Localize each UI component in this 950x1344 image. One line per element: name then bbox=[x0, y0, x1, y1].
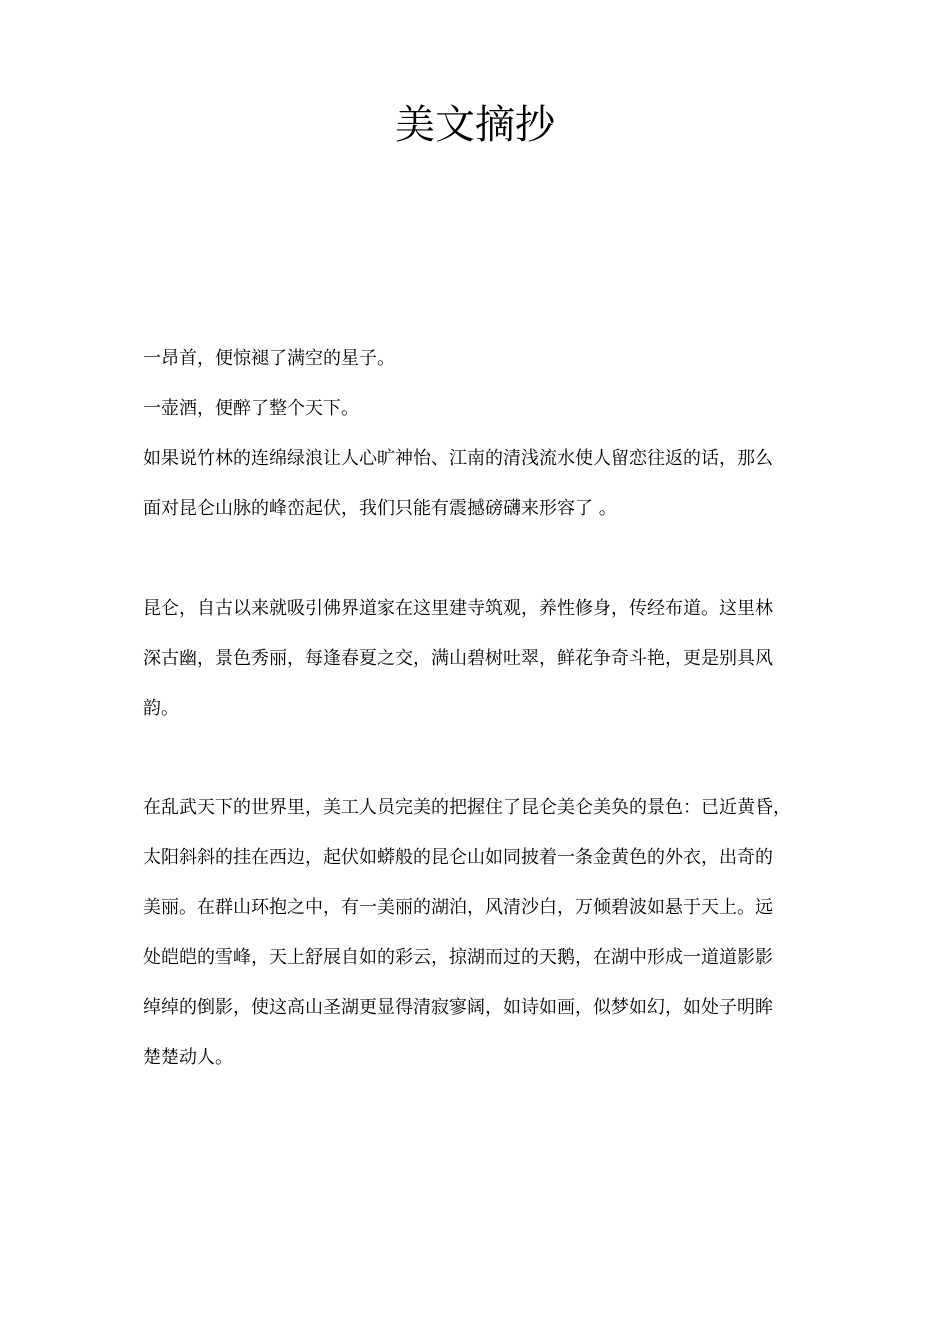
intro-paragraph bbox=[143, 334, 809, 534]
text-line: 楚楚动人。 bbox=[143, 1047, 233, 1068]
text-line: 在乱武天下的世界里，美工人员完美的把握住了昆仑美仑美奂的景色：已近黄昏， bbox=[143, 797, 791, 818]
text-line: 美丽。在群山环抱之中，有一美丽的湖泊，风清沙白，万倾碧波如悬于天上。远 bbox=[143, 897, 773, 918]
text-line: 昆仑，自古以来就吸引佛界道家在这里建寺筑观，养性修身，传经布道。这里林 bbox=[143, 598, 773, 619]
text-line: 绰绰的倒影，使这高山圣湖更显得清寂寥阔，如诗如画，似梦如幻，如处子明眸 bbox=[143, 997, 773, 1018]
text-line: 如果说竹林的连绵绿浪让人心旷神怡、江南的清浅流水使人留恋往返的话，那么 bbox=[143, 448, 773, 469]
document-title: 美文摘抄 bbox=[395, 102, 555, 148]
text-line: 面对昆仑山脉的峰峦起伏，我们只能有震撼磅礴来形容了 。 bbox=[143, 498, 617, 519]
paragraph-scenery bbox=[143, 783, 809, 1083]
text-line: 深古幽，景色秀丽，每逢春夏之交，满山碧树吐翠，鲜花争奇斗艳，更是别具风 bbox=[143, 648, 773, 669]
text-line: 一壶酒，便醉了整个天下。 bbox=[143, 398, 359, 419]
text-line: 一昂首，便惊褪了满空的星子。 bbox=[143, 348, 395, 369]
paragraph-kunlun bbox=[143, 584, 809, 734]
text-line: 处皑皑的雪峰，天上舒展自如的彩云，掠湖而过的天鹅，在湖中形成一道道影影 bbox=[143, 947, 773, 968]
text-line: 太阳斜斜的挂在西边，起伏如蟒般的昆仑山如同披着一条金黄色的外衣，出奇的 bbox=[143, 847, 773, 868]
text-line: 韵。 bbox=[143, 698, 179, 719]
